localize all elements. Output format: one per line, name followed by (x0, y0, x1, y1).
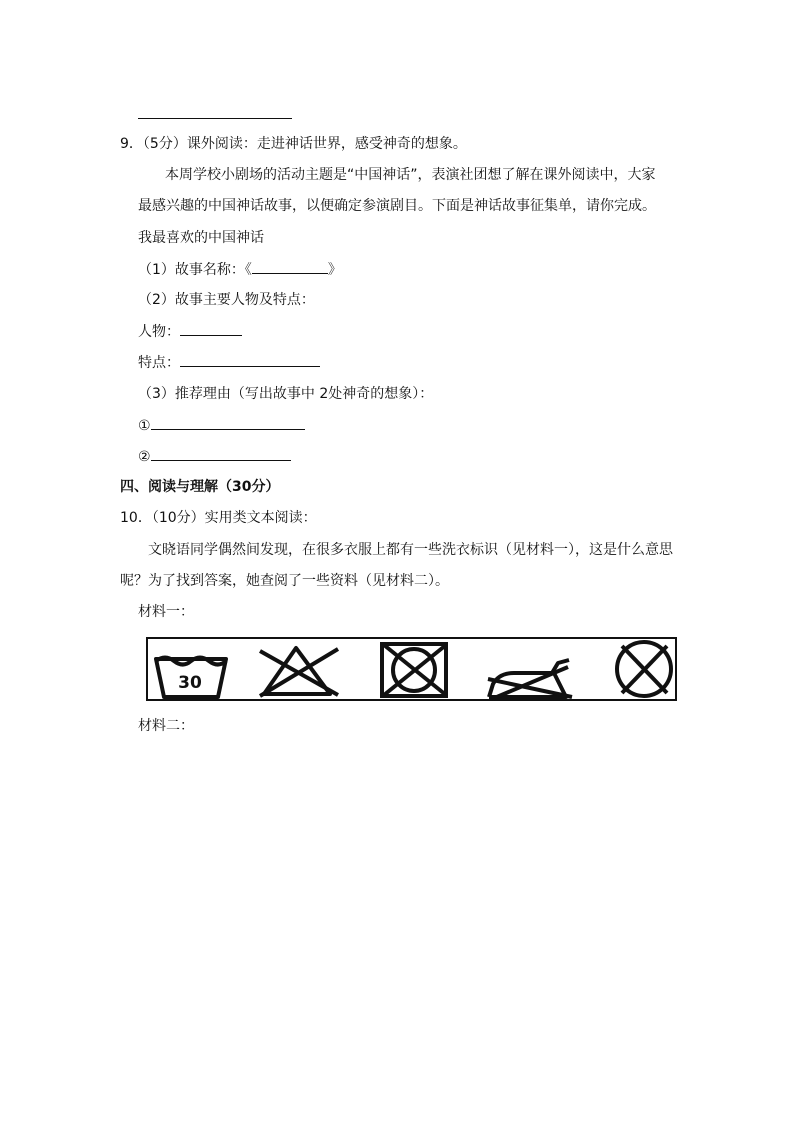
q9-paragraph-line1: 本周学校小剧场的活动主题是“中国神话”，表演社团想了解在课外阅读中，大家 (165, 167, 656, 183)
no-iron-icon (488, 660, 572, 699)
reason2-blank[interactable] (151, 446, 291, 461)
feature-blank[interactable] (180, 352, 320, 367)
q9-header: 9．（5分）课外阅读：走进神话世界，感受神奇的想象。 (120, 136, 467, 152)
q10-header: 10．（10分）实用类文本阅读： (120, 510, 317, 526)
no-dry-clean-icon (617, 642, 671, 696)
q9-item3: （3）推荐理由（写出故事中 2处神奇的想象）： (138, 386, 434, 402)
item1-close: 》 (327, 262, 342, 278)
q9-item1 (138, 259, 342, 280)
q9-person (138, 321, 242, 342)
reason1-blank[interactable] (151, 415, 305, 430)
person-blank[interactable] (180, 321, 242, 336)
q9-paragraph-line2: 最感兴趣的中国神话故事，以便确定参演剧目。下面是神话故事征集单，请你完成。 (138, 198, 656, 214)
wash-30-icon (156, 658, 226, 698)
circle-two: ② (138, 449, 151, 465)
circle-one: ① (138, 418, 151, 434)
story-name-blank[interactable] (252, 259, 328, 274)
q9-reason1 (138, 415, 305, 436)
q10-paragraph-line1: 文晓语同学偶然间发现，在很多衣服上都有一些洗衣标识（见材料一），这是什么意思 (148, 542, 673, 558)
q9-reason2 (138, 446, 291, 467)
q9-item2: （2）故事主要人物及特点： (138, 292, 315, 308)
laundry-symbols-strip (146, 637, 677, 701)
q9-feature (138, 352, 320, 373)
section4-title: 四、阅读与理解（30分） (120, 479, 280, 495)
material1-label: 材料一： (138, 604, 194, 620)
no-tumble-dry-icon (382, 644, 446, 696)
item1-label: （1）故事名称：《 (138, 262, 252, 278)
answer-line-previous[interactable] (138, 104, 292, 119)
q9-form-title: 我最喜欢的中国神话 (138, 230, 264, 246)
feature-label: 特点： (138, 355, 180, 371)
q10-paragraph-line2: 呢？为了找到答案，她查阅了一些资料（见材料二）。 (120, 573, 449, 589)
material2-label: 材料二： (138, 718, 194, 734)
wash-temp-label: 30 (178, 673, 202, 693)
no-bleach-icon (260, 648, 338, 696)
person-label: 人物： (138, 324, 180, 340)
